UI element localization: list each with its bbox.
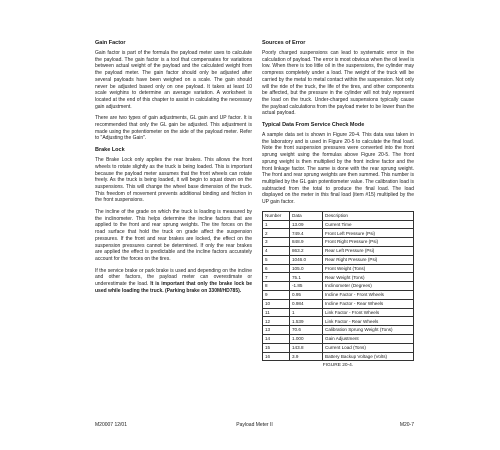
brake-lock-heading: Brake Lock xyxy=(95,147,125,154)
table-row xyxy=(263,264,414,273)
table-row xyxy=(263,229,414,238)
table-row xyxy=(263,220,414,229)
row-number-cell: 9 xyxy=(263,290,290,299)
row-description-cell: Rear Left Pressure (Psi) xyxy=(323,246,414,255)
table-row xyxy=(263,246,414,255)
row-number-cell: 4 xyxy=(263,246,290,255)
row-number-cell: 11 xyxy=(263,308,290,317)
column-header-description: Description xyxy=(323,211,414,220)
row-description-cell: Inclinometer (Degrees) xyxy=(323,282,414,291)
table-row xyxy=(263,334,414,343)
typical-data-heading: Typical Data From Service Check Mode xyxy=(262,122,365,129)
typical-data-paragraph: A sample data set is shown in Figure 20-4. This data was taken in the laboratory and is used in Figure 20-5 to calculate the final load. Note the front suspension pressures were converted into the front sprung weight using the formulas above Figure 20-5. The front sprung weight is then multiplied by the front incline factor and the front linkage factor. The same is done with the rear sprung weight. The front and rear sprung weights are then summed. This number is multiplied by the GL gain potentiometer value. The calibration load is subtracted from the total to produce the final load. The load displayed on the meter in this final load (item #15) multiplied by the UP gain factor. xyxy=(262,132,414,206)
row-number-cell: 8 xyxy=(263,282,290,291)
row-description-cell: Link Factor - Front Wheels xyxy=(323,308,414,317)
column-header-data: Data xyxy=(290,211,323,220)
column-header-number: Number xyxy=(263,211,290,220)
brake-lock-warning: It is important that only the brake lock be used while loading the truck. (Parking brake on 330M/HD785). xyxy=(95,281,252,294)
row-description-cell: Gain Adjustment xyxy=(323,334,414,343)
row-description-cell: Rear Weight (Tons) xyxy=(323,273,414,282)
table-row xyxy=(263,255,414,264)
brake-lock-paragraph-3-text: If the service brake or park brake is used and depending on the incline and other factors, the payload meter can overestimate or underestimate the load. xyxy=(95,267,252,288)
table-row xyxy=(263,282,414,291)
left-column xyxy=(95,40,252,300)
row-data-cell: 0.95 xyxy=(290,290,323,299)
service-check-data-table xyxy=(262,211,414,362)
row-data-cell: 1 xyxy=(290,308,323,317)
row-description-cell: Front Left Pressure (Psi) xyxy=(323,229,414,238)
row-description-cell: Incline Factor - Front Wheels xyxy=(323,290,414,299)
brake-lock-paragraph-1: The Brake Lock only applies the rear brakes. This allows the front wheels to rotate slightly as the truck is being loaded. This is important because the payload meter assumes that the front wheels can rotate freely. As the truck is being loaded, it will begin to squat down on the suspensions. This will change the wheel base dimension of the truck. This freedom of movement prevents additional binding and friction in the front suspensions. xyxy=(95,157,252,204)
row-description-cell: Incline Factor - Rear Wheels xyxy=(323,299,414,308)
row-data-cell: 75.1 xyxy=(290,273,323,282)
row-data-cell: 3.9 xyxy=(290,352,323,361)
row-number-cell: 3 xyxy=(263,238,290,247)
row-number-cell: 1 xyxy=(263,220,290,229)
row-description-cell: Current Load (Tons) xyxy=(323,343,414,352)
row-number-cell: 14 xyxy=(263,334,290,343)
table-row xyxy=(263,352,414,361)
table-row xyxy=(263,273,414,282)
row-number-cell: 5 xyxy=(263,255,290,264)
row-data-cell: 749.4 xyxy=(290,229,323,238)
brake-lock-paragraph-2: The incline of the grade on which the truck is loading is measured by the inclinometer. This helps determine the incline factors that are applied to the front and rear sprung weights. The tire forces on the road surface that hold the truck on grade affect the suspension pressures. If the front and rear brakes are locked, the effect on the suspension pressures cannot be determined. If only the rear brakes are applied the effect is predictable and the incline factors accurately account for the forces on the tires. xyxy=(95,209,252,262)
row-description-cell: Front Right Pressure (Psi) xyxy=(323,238,414,247)
table-header-row xyxy=(263,211,414,220)
gain-factor-paragraph-2: There are two types of gain adjustments, GL gain and UP factor. It is recommended that only the GL gain be adjusted. This adjustment is made using the potentiometer on the side of the payload meter. Refer to "Adjusting the Gain". xyxy=(95,115,252,142)
table-row xyxy=(263,299,414,308)
row-data-cell: 1.539 xyxy=(290,317,323,326)
footer-document-code: M20007 12/01 xyxy=(95,422,127,428)
gain-factor-heading: Gain Factor xyxy=(95,40,126,46)
row-description-cell: Front Weight (Tons) xyxy=(323,264,414,273)
row-description-cell: Link Factor - Rear Wheels xyxy=(323,317,414,326)
row-data-cell: 105.0 xyxy=(290,264,323,273)
row-data-cell: 1046.0 xyxy=(290,255,323,264)
row-number-cell: 6 xyxy=(263,264,290,273)
row-number-cell: 15 xyxy=(263,343,290,352)
row-number-cell: 12 xyxy=(263,317,290,326)
row-number-cell: 7 xyxy=(263,273,290,282)
gain-factor-paragraph-1: Gain factor is part of the formula the payload meter uses to calculate the payload. The gain factor is a tool that compensates for variations between actual weight of the payload and the calculated weight from the payload meter. The gain factor should only be adjusted after several payloads have been weighed on a scale. The gain should never be adjusted based only on one payload. It takes at least 10 scale weighins to determine an average variation. A worksheet is located at the end of this chapter to assist in calculating the necessary gain adjustment. xyxy=(95,50,252,110)
figure-caption: FIGURE 20-4. xyxy=(322,363,354,369)
row-description-cell: Battery Backup Voltage (Volts) xyxy=(323,352,414,361)
row-description-cell: Calibration Sprung Weight (Tons) xyxy=(323,326,414,335)
row-data-cell: 0.984 xyxy=(290,299,323,308)
footer-page-number: M20-7 xyxy=(399,422,414,428)
row-description-cell: Rear Right Pressure (Psi) xyxy=(323,255,414,264)
brake-lock-paragraph-3 xyxy=(95,268,252,295)
row-data-cell: 70.6 xyxy=(290,326,323,335)
row-data-cell: -1.85 xyxy=(290,282,323,291)
row-number-cell: 2 xyxy=(263,229,290,238)
table-row xyxy=(263,238,414,247)
row-data-cell: 143.8 xyxy=(290,343,323,352)
table-row xyxy=(263,308,414,317)
row-description-cell: Current Time xyxy=(323,220,414,229)
table-row xyxy=(263,317,414,326)
right-column xyxy=(262,40,414,370)
sources-of-error-heading: Sources of Error xyxy=(262,40,306,46)
row-data-cell: 1.000 xyxy=(290,334,323,343)
row-number-cell: 13 xyxy=(263,326,290,335)
row-data-cell: 848.9 xyxy=(290,238,323,247)
footer-title: Payload Meter II xyxy=(236,422,273,428)
row-data-cell: 13.09 xyxy=(290,220,323,229)
table-row xyxy=(263,290,414,299)
table-body xyxy=(263,220,414,361)
row-number-cell: 10 xyxy=(263,299,290,308)
table-row xyxy=(263,326,414,335)
table-row xyxy=(263,343,414,352)
row-data-cell: 863.2 xyxy=(290,246,323,255)
sources-of-error-paragraph: Poorly charged suspensions can lead to systematic error in the calculation of payload. The error is most obvious when the oil level is low. When there is too little oil in the suspensions, the cylinder may compress completely under a load. The weight of the truck will be carried by the metal to metal contact within the suspension. Not only will the ride of the truck, the life of the tires, and other components be affected, but the pressure in the cylinder will not truly represent the load on the truck. Under-charged suspensions typically cause the payload calculations from the payload meter to be lower than the actual payload. xyxy=(262,50,414,117)
row-number-cell: 16 xyxy=(263,352,290,361)
